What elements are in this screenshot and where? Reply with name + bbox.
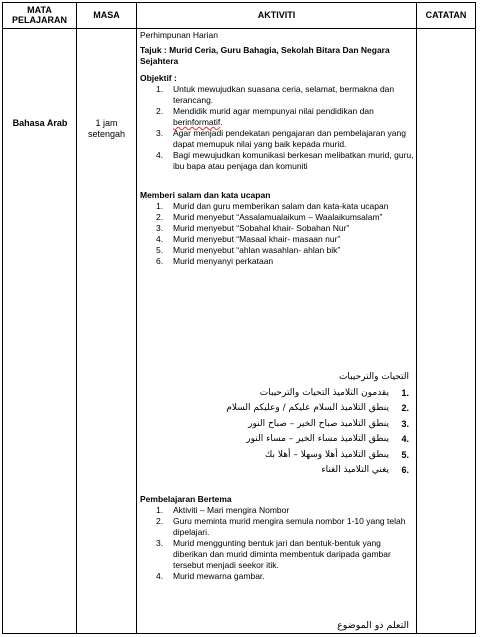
list-item: 4. Murid menyebut “Masaal khair- masaan nur” bbox=[156, 234, 341, 244]
column-divider bbox=[136, 3, 137, 633]
list-item: 2. Mendidik murid agar mempunyai nilai pendidikan dan berinformatif. bbox=[156, 106, 374, 127]
greeting-heading: Memberi salam dan kata ucapan bbox=[140, 190, 271, 200]
lesson-plan-table bbox=[2, 2, 476, 634]
list-item: 3. Murid menyebut “Sobahal khair- Sobahan Nur” bbox=[156, 223, 350, 233]
list-item: .2 ينطق التلاميذ السلام عليكم / وعليكم السلام bbox=[226, 403, 409, 413]
list-item: .3 ينطق التلاميذ صباح الخير – صباح النور bbox=[248, 418, 409, 429]
list-item: 2. Guru meminta murid mengira semula nombor 1-10 yang telah dipelajari. bbox=[156, 516, 406, 537]
list-item: .5 ينطق التلاميذ أهلا وسهلا – أهلا بك bbox=[264, 449, 409, 460]
list-item: .1 يقدمون التلاميذ التحيات والترحيبات bbox=[259, 387, 409, 398]
arabic-greetings bbox=[226, 370, 409, 479]
list-item: .4 ينطق التلاميذ مساء الخير – مساء النور bbox=[246, 434, 409, 444]
thematic-list bbox=[140, 505, 414, 582]
list-item: 1. Aktiviti – Mari mengira Nombor bbox=[156, 505, 290, 515]
objective-heading: Objektif : bbox=[140, 73, 177, 83]
list-item: 6. Murid menyanyi perkataan bbox=[156, 256, 274, 266]
list-item: 5. Murid menyebut “ahlan wasahlan- ahlan bik” bbox=[156, 245, 341, 255]
thematic-heading: Pembelajaran Bertema bbox=[140, 494, 232, 504]
column-divider bbox=[416, 3, 417, 633]
masa-cell: 1 jam setengah bbox=[87, 118, 126, 139]
subject-cell: Bahasa Arab bbox=[12, 118, 68, 128]
column-divider bbox=[76, 3, 77, 633]
thematic-arabic-label: التعلم ذو الموضوع bbox=[337, 620, 409, 631]
list-item: 2. Murid menyebut “Assalamualaikum – Waalaikumsalam” bbox=[156, 212, 383, 222]
list-item: 3. Murid menggunting bentuk jari dan bentuk-bentuk yang diberikan dan murid diminta membentuk daripada gambar tersebut menjadi seekor itik. bbox=[156, 538, 391, 570]
header-aktiviti: AKTIVITI bbox=[257, 10, 296, 20]
header-masa: MASA bbox=[93, 10, 120, 20]
theme-title: Tajuk : Murid Ceria, Guru Bahagia, Sekolah Bitara Dan Negara Sejahtera bbox=[140, 45, 390, 66]
objective-list bbox=[140, 84, 414, 172]
list-item: 4. Murid mewarna gambar. bbox=[156, 571, 265, 581]
list-item: 4. Bagi mewujudkan komunikasi berkesan melibatkan murid, guru, ibu bapa atau penjaga dan komuniti bbox=[156, 150, 414, 171]
activity-cell bbox=[140, 30, 414, 267]
list-item: 3. Agar menjadi pendekatan pengajaran dan pembelajaran yang dapat memupuk nilai yang baik kepada murid. bbox=[156, 128, 406, 149]
assembly-title: Perhimpunan Harian bbox=[140, 30, 218, 40]
list-item: 1. Murid dan guru memberikan salam dan kata-kata ucapan bbox=[156, 201, 389, 211]
list-item: 1. Untuk mewujudkan suasana ceria, selamat, bermakna dan terancang. bbox=[156, 84, 395, 105]
header-catatan: CATATAN bbox=[425, 10, 467, 20]
list-item: .6 يغني التلاميذ الغناء bbox=[321, 465, 409, 475]
header-subject: MATA PELAJARAN bbox=[11, 5, 67, 25]
arabic-heading: التحيات والترحيبات bbox=[338, 372, 409, 382]
greeting-list bbox=[140, 201, 414, 267]
header-divider bbox=[3, 28, 475, 29]
thematic-section bbox=[140, 494, 414, 582]
arabic-list bbox=[226, 386, 409, 479]
